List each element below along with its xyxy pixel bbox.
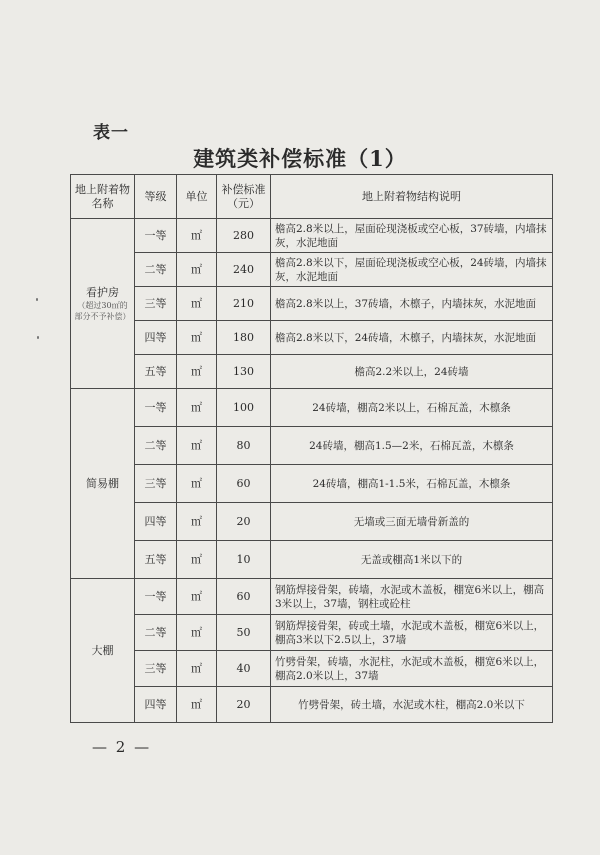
table-label: 表一 [93, 123, 129, 143]
table-row [71, 427, 553, 465]
category-cell [71, 579, 135, 723]
page-title: 建筑类补偿标准（1） [193, 146, 407, 171]
value-cell: 50 [217, 615, 271, 651]
description-cell: 檐高2.2米以上，24砖墙 [271, 355, 553, 389]
column-header-unit: 单位 [177, 175, 217, 219]
table-row [71, 651, 553, 687]
unit-cell: ㎡ [177, 541, 217, 579]
value-cell: 20 [217, 503, 271, 541]
description-cell: 钢筋焊接骨架，砖或土墙，水泥或木盖板，棚宽6米以上，棚高3米以下2.5以上，37墙 [271, 615, 553, 651]
column-header-description: 地上附着物结构说明 [271, 175, 553, 219]
grade-cell: 一等 [135, 579, 177, 615]
unit-cell: ㎡ [177, 503, 217, 541]
table-row [71, 615, 553, 651]
grade-cell: 一等 [135, 219, 177, 253]
grade-cell: 二等 [135, 253, 177, 287]
unit-cell: ㎡ [177, 465, 217, 503]
value-cell: 180 [217, 321, 271, 355]
description-cell: 钢筋焊接骨架，砖墙，水泥或木盖板，棚宽6米以上，棚高3米以上，37墙，钢柱或砼柱 [271, 579, 553, 615]
category-cell [71, 389, 135, 579]
grade-cell: 二等 [135, 427, 177, 465]
value-cell: 210 [217, 287, 271, 321]
value-cell: 60 [217, 465, 271, 503]
description-cell: 无盖或棚高1米以下的 [271, 541, 553, 579]
table-row [71, 287, 553, 321]
category-cell [71, 219, 135, 389]
unit-cell: ㎡ [177, 287, 217, 321]
grade-cell: 三等 [135, 287, 177, 321]
unit-cell: ㎡ [177, 427, 217, 465]
value-cell: 280 [217, 219, 271, 253]
table-row [71, 465, 553, 503]
unit-cell: ㎡ [177, 651, 217, 687]
value-cell: 240 [217, 253, 271, 287]
description-cell: 檐高2.8米以上，屋面砼现浇板或空心板，37砖墙，内墙抹灰，水泥地面 [271, 219, 553, 253]
table-row [71, 219, 553, 253]
value-cell: 60 [217, 579, 271, 615]
table-row [71, 389, 553, 427]
unit-cell: ㎡ [177, 321, 217, 355]
description-cell: 24砖墙，棚高1-1.5米，石棉瓦盖，木檩条 [271, 465, 553, 503]
description-cell: 竹劈骨架，砖土墙，水泥或木柱，棚高2.0米以下 [271, 687, 553, 723]
description-cell: 竹劈骨架，砖墙，水泥柱，水泥或木盖板，棚宽6米以上，棚高2.0米以上，37墙 [271, 651, 553, 687]
grade-cell: 三等 [135, 465, 177, 503]
description-cell: 檐高2.8米以下，屋面砼现浇板或空心板，24砖墙，内墙抹灰，水泥地面 [271, 253, 553, 287]
grade-cell: 三等 [135, 651, 177, 687]
grade-cell: 一等 [135, 389, 177, 427]
unit-cell: ㎡ [177, 355, 217, 389]
grade-cell: 四等 [135, 503, 177, 541]
column-header-name: 地上附着物名称 [71, 175, 135, 219]
category-note: （超过30㎡的部分不予补偿） [74, 300, 131, 321]
table-header-row [71, 175, 553, 219]
category-name: 看护房 [86, 285, 119, 299]
category-name: 简易棚 [86, 476, 119, 490]
column-header-standard: 补偿标准（元） [217, 175, 271, 219]
grade-cell: 四等 [135, 321, 177, 355]
scan-speck [36, 298, 38, 301]
value-cell: 80 [217, 427, 271, 465]
description-cell: 檐高2.8米以上，37砖墙，木檩子，内墙抹灰，水泥地面 [271, 287, 553, 321]
description-cell: 无墙或三面无墙骨新盖的 [271, 503, 553, 541]
table-row [71, 541, 553, 579]
compensation-table [70, 174, 553, 723]
table-row [71, 579, 553, 615]
grade-cell: 五等 [135, 541, 177, 579]
unit-cell: ㎡ [177, 389, 217, 427]
description-cell: 檐高2.8米以下，24砖墙，木檩子，内墙抹灰，水泥地面 [271, 321, 553, 355]
table-row [71, 253, 553, 287]
description-cell: 24砖墙，棚高1.5—2米，石棉瓦盖，木檩条 [271, 427, 553, 465]
table-row [71, 503, 553, 541]
table-row [71, 687, 553, 723]
unit-cell: ㎡ [177, 253, 217, 287]
unit-cell: ㎡ [177, 219, 217, 253]
value-cell: 100 [217, 389, 271, 427]
unit-cell: ㎡ [177, 579, 217, 615]
grade-cell: 二等 [135, 615, 177, 651]
value-cell: 40 [217, 651, 271, 687]
unit-cell: ㎡ [177, 687, 217, 723]
column-header-grade: 等级 [135, 175, 177, 219]
unit-cell: ㎡ [177, 615, 217, 651]
table-row [71, 355, 553, 389]
value-cell: 10 [217, 541, 271, 579]
scan-speck [37, 336, 39, 339]
table-row [71, 321, 553, 355]
value-cell: 20 [217, 687, 271, 723]
page-number: — 2 — [92, 738, 152, 756]
value-cell: 130 [217, 355, 271, 389]
grade-cell: 五等 [135, 355, 177, 389]
description-cell: 24砖墙，棚高2米以上，石棉瓦盖，木檩条 [271, 389, 553, 427]
grade-cell: 四等 [135, 687, 177, 723]
category-name: 大棚 [91, 643, 114, 657]
